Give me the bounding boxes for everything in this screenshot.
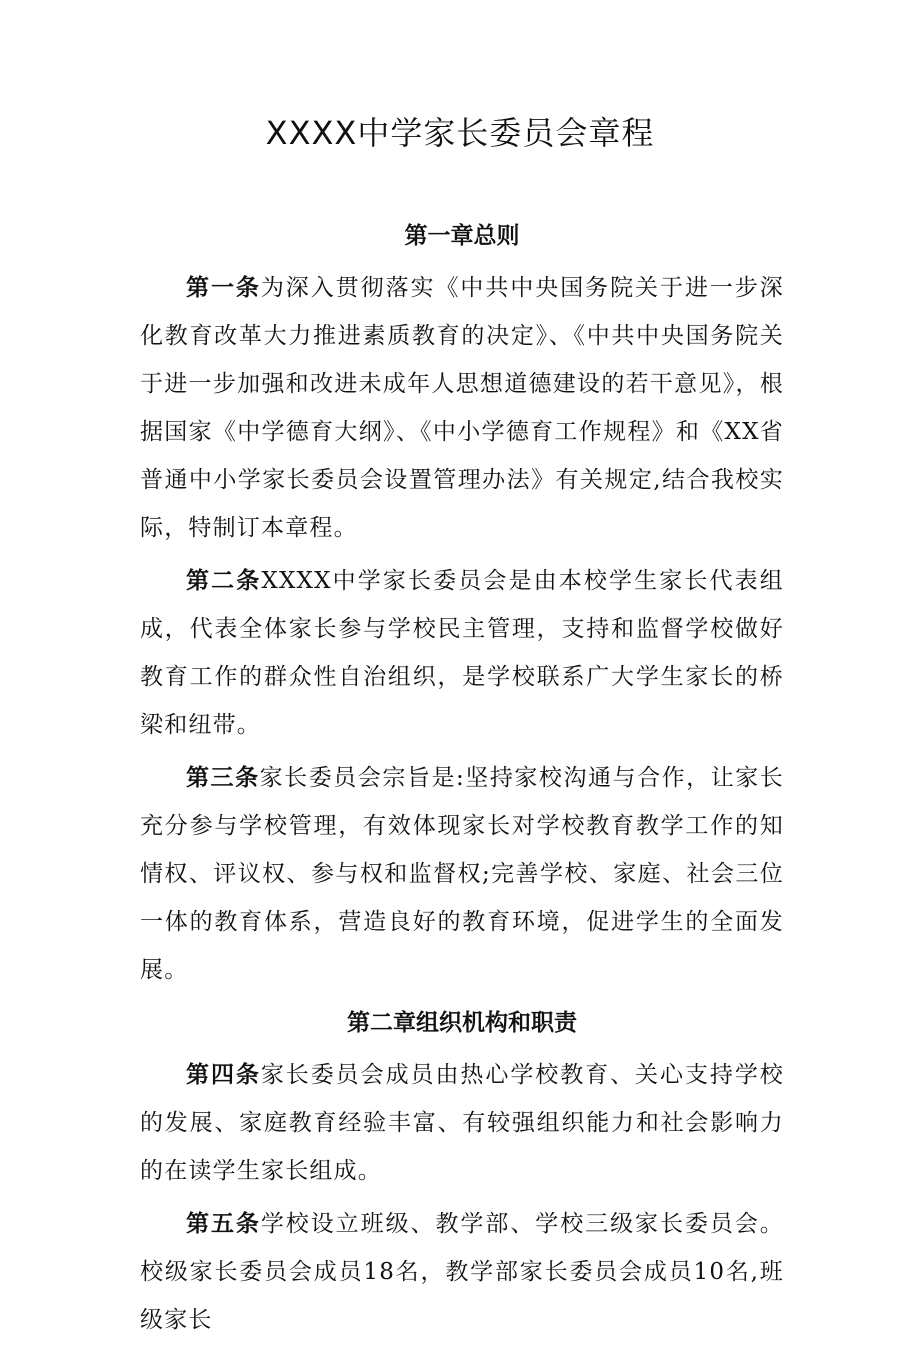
- article-label: 第四条: [186, 1061, 261, 1088]
- article-label: 第三条: [186, 764, 260, 791]
- article-label: 第五条: [186, 1210, 261, 1237]
- article-text: 学校设立班级、教学部、学校三级家长委员会。校级家长委员会成员18名，教学部家长委员会成员10名,班级家长: [140, 1211, 784, 1333]
- article-3: [140, 754, 784, 994]
- article-1: [140, 264, 784, 552]
- article-label: 第一条: [186, 274, 261, 301]
- article-text: 家长委员会成员由热心学校教育、关心支持学校的发展、家庭教育经验丰富、有较强组织能力和社会影响力的在读学生家长组成。: [140, 1062, 784, 1184]
- article-text: 为深入贯彻落实《中共中央国务院关于进一步深化教育改革大力推进素质教育的决定》、《中共中央国务院关于进一步加强和改进未成年人思想道德建设的若干意见》，根据国家《中学德育大纲》、《中小学德育工作规程》和《XX省普通中小学家长委员会设置管理办法》有关规定,结合我校实际，特制订本章程。: [140, 275, 784, 541]
- article-text: XXXX中学家长委员会是由本校学生家长代表组成，代表全体家长参与学校民主管理，支持和监督学校做好教育工作的群众性自治组织，是学校联系广大学生家长的桥梁和纽带。: [140, 568, 784, 738]
- chapter-heading-2: 第二章组织机构和职责: [347, 1009, 577, 1036]
- article-text: 家长委员会宗旨是:坚持家校沟通与合作，让家长充分参与学校管理，有效体现家长对学校教育教学工作的知情权、评议权、参与权和监督权;完善学校、家庭、社会三位一体的教育体系，营造良好的教育环境，促进学生的全面发展。: [140, 765, 784, 983]
- chapter-heading-1: 第一章总则: [404, 222, 520, 249]
- document-title: XXXX中学家长委员会章程: [265, 114, 655, 152]
- article-label: 第二条: [186, 567, 262, 594]
- article-2: [140, 557, 784, 749]
- article-4: [140, 1051, 784, 1195]
- document-body: [140, 212, 784, 1349]
- article-5: [140, 1200, 784, 1344]
